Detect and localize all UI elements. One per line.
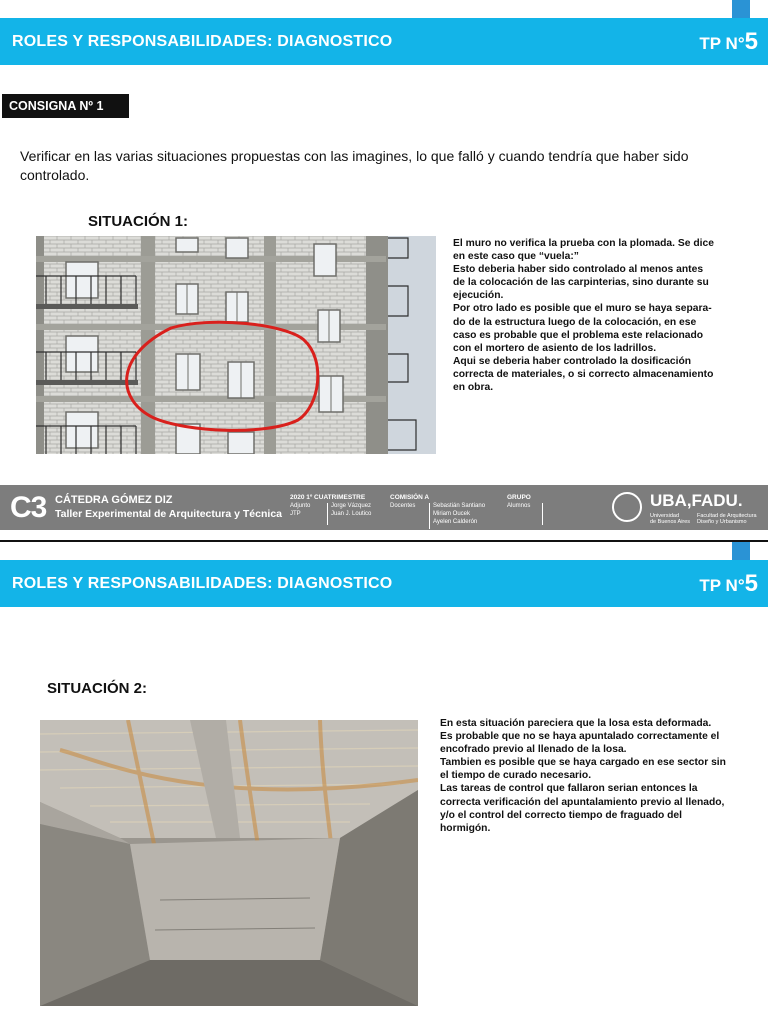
footer-col-names [331, 502, 371, 518]
tp-prefix: TP N° [699, 576, 745, 595]
docente-name: Sebastián Santiano [433, 503, 486, 509]
footer-col-docentes [433, 502, 485, 526]
text-line: en este caso que “vuela:” [453, 251, 579, 263]
text-line: Aqui se deberia haber controlado la dosificación [453, 355, 692, 367]
university-seal-icon [612, 492, 642, 522]
uba-subtitle [650, 513, 690, 525]
role-alumnos: Alumnos [507, 503, 531, 509]
c3-logo: C3 [10, 491, 47, 524]
docente-name: Miriam Oucek [433, 511, 471, 517]
footer-bar [0, 485, 768, 530]
text-line: de la colocación de las carpinterias, sino durante su [453, 277, 709, 289]
name-adjunto: Jorge Vázquez [331, 503, 372, 509]
consigna-label: CONSIGNA Nº 1 [2, 94, 129, 118]
role-jtp: JTP [290, 511, 301, 517]
text-line: correcta verificación del apuntalamiento previo al llenado, [440, 796, 725, 808]
instruction-text: Verificar en las varias situaciones propuestas con las imagines, lo que falló y cuando tendría que haber sido controlado. [20, 148, 689, 183]
text-line: el tiempo de curado necesario. [440, 770, 592, 782]
header-title: ROLES Y RESPONSABILIDADES: DIAGNOSTICO [12, 575, 393, 592]
role-docentes: Docentes [390, 503, 416, 509]
header-title: ROLES Y RESPONSABILIDADES: DIAGNOSTICO [12, 33, 393, 50]
building-photo [36, 236, 436, 454]
catedra-name: CÁTEDRA GÓMEZ DIZ [55, 494, 173, 506]
header-bar [0, 18, 768, 65]
comision-heading: COMISIÓN A [390, 494, 430, 501]
fadu-sub-1: Facultad de Arquitectura [697, 513, 757, 519]
corner-tab [732, 0, 750, 18]
text-line: con el mortero de asiento de los ladrillos. [453, 342, 657, 354]
text-line: Por otro lado es posible que el muro se haya separa- [453, 303, 712, 315]
text-line: ejecución. [453, 290, 504, 302]
situacion-2-text [440, 717, 760, 835]
slab-photo [40, 720, 418, 1006]
tp-label [699, 570, 758, 598]
divider [327, 503, 328, 525]
uba-fadu-logo: UBA,FADU. [650, 491, 743, 510]
situacion-2-title: SITUACIÓN 2: [47, 680, 148, 697]
role-adjunto: Adjunto [290, 503, 311, 509]
fadu-subtitle [697, 513, 757, 525]
divider [542, 503, 543, 525]
text-line: correcta de materiales, o si correcto almacenamiento [453, 368, 714, 380]
text-line: Esto deberia haber sido controlado al menos antes [453, 264, 704, 276]
name-jtp: Juan J. Loutico [331, 511, 372, 517]
text-line: y/o el control del correcto tiempo de fraguado del [440, 809, 683, 821]
situacion-1-text [453, 237, 753, 394]
tp-label [699, 28, 758, 56]
docente-name: Ayelen Calderón [433, 519, 478, 525]
uba-sub-2: de Buenos Aires [650, 519, 691, 525]
divider [429, 503, 430, 529]
term-heading: 2020 1º CUATRIMESTRE [290, 494, 366, 501]
slide-2 [0, 542, 768, 1024]
text-line: El muro no verifica la prueba con la plomada. Se dice [453, 238, 714, 249]
uba-sub-1: Universidad [650, 513, 680, 519]
slab-illustration [40, 720, 418, 1006]
text-line: caso es probable que el problema este relacionado [453, 329, 704, 341]
taller-name: Taller Experimental de Arquitectura y Técnica [55, 508, 282, 520]
footer-col-grupo [507, 494, 531, 510]
grupo-heading: GRUPO [507, 494, 531, 501]
situacion-1-title: SITUACIÓN 1: [88, 213, 189, 230]
text-line: Tambien es posible que se haya cargado en ese sector sin [440, 757, 726, 769]
text-line: encofrado previo al llenado de la losa. [440, 744, 627, 756]
tp-number: 5 [744, 570, 758, 597]
text-line: Las tareas de control que fallaron serian entonces la [440, 783, 698, 795]
text-line: hormigón. [440, 822, 491, 834]
text-line: do de la estructura luego de la colocación, en ese [453, 316, 697, 328]
corner-tab [732, 542, 750, 560]
footer-col-comision [390, 494, 429, 510]
text-line: Es probable que no se haya apuntalado correctamente el [440, 731, 720, 743]
fadu-sub-2: Diseño y Urbanismo [697, 519, 747, 525]
text-line: en obra. [453, 382, 494, 394]
header-bar [0, 560, 768, 607]
tp-number: 5 [744, 28, 758, 55]
building-illustration [36, 236, 436, 454]
tp-prefix: TP N° [699, 34, 745, 53]
text-line: En esta situación pareciera que la losa esta deformada. [440, 718, 712, 729]
